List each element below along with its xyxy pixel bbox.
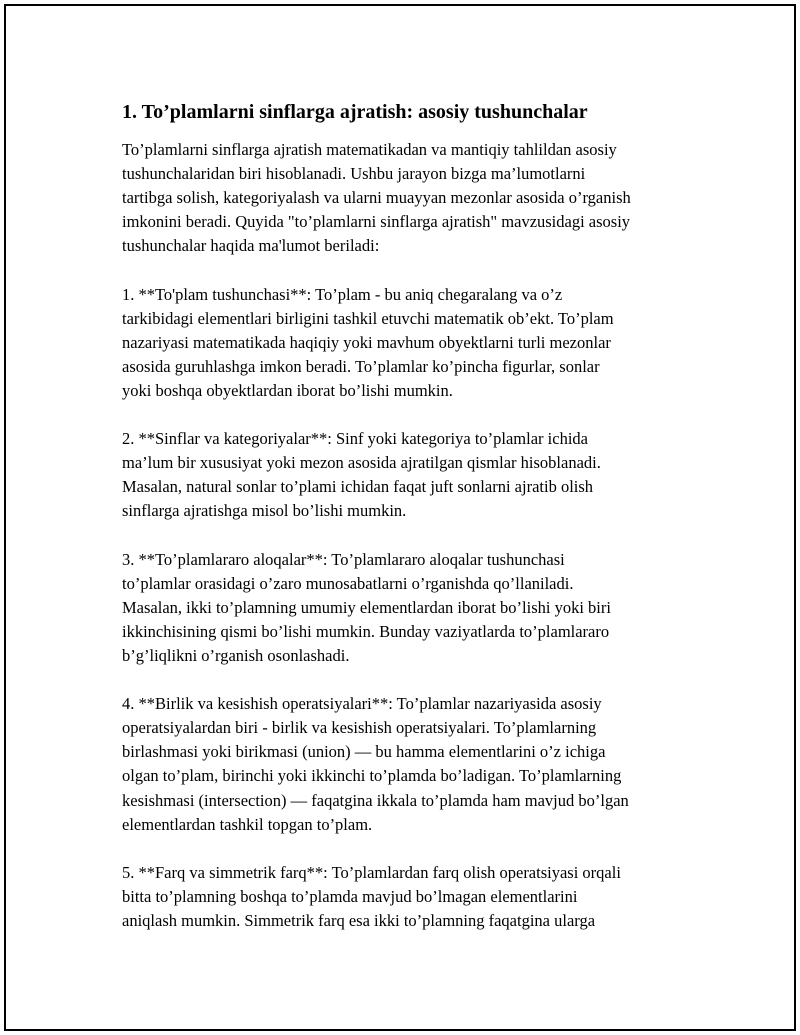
text-line: b’g’liqlikni o’rganish osonlashadi. — [122, 645, 350, 665]
text-line: tartibga solish, kategoriyalash va ularni muayyan mezonlar asosida o’rganish — [122, 188, 631, 208]
text-line: To’plamlarni sinflarga ajratish matematikadan va mantiqiy tahlildan asosiy — [122, 140, 617, 159]
text-line: tarkibidagi elementlari birligini tashkil etuvchi matematik ob’ekt. To’plam — [122, 308, 614, 328]
text-line: olgan to’plam, birinchi yoki ikkinchi to’plamda bo’ladigan. To’plamlarning — [122, 766, 622, 786]
text-line: 3. **To’plamlararo aloqalar**: To’plamlararo aloqalar tushunchasi — [122, 549, 565, 569]
text-line: yoki boshqa obyektlardan iborat bo’lishi mumkin. — [122, 380, 453, 400]
text-line: aniqlash mumkin. Simmetrik farq esa ikki to’plamning faqatgina ularga — [122, 911, 596, 930]
text-line: to’plamlar orasidagi o’zaro munosabatlarni o’rganishda qo’llaniladi. — [122, 573, 574, 593]
text-line: bitta to’plamning boshqa to’plamda mavjud bo’lmagan elementlarini — [122, 886, 578, 906]
text-line: 2. **Sinflar va kategoriyalar**: Sinf yoki kategoriya to’plamlar ichida — [122, 429, 588, 449]
paragraph-item-2 — [122, 427, 690, 523]
paragraph-item-1 — [122, 283, 690, 403]
text-line: ikkinchisining qismi bo’lishi mumkin. Bunday vaziyatlarda to’plamlararo — [122, 621, 610, 641]
paragraph-item-4 — [122, 692, 690, 837]
paragraph-item-5 — [122, 861, 690, 933]
text-line: ma’lum bir xususiyat yoki mezon asosida ajratilgan qismlar hisoblanadi. — [122, 453, 601, 473]
text-line: operatsiyalardan biri - birlik va kesishish operatsiyalari. To’plamlarning — [122, 718, 597, 738]
paragraph-item-3 — [122, 548, 690, 668]
text-line: elementlardan tashkil topgan to’plam. — [122, 814, 373, 834]
text-line: imkonini beradi. Quyida "to’plamlarni sinflarga ajratish" mavzusidagi asosiy — [122, 212, 631, 232]
text-line: sinflarga ajratishga misol bo’lishi mumkin. — [122, 501, 407, 521]
paragraph-intro — [122, 138, 690, 258]
text-line: 5. **Farq va simmetrik farq**: To’plamlardan farq olish operatsiyasi orqali — [122, 862, 621, 882]
text-line: 1. **To'plam tushunchasi**: To’plam - bu aniq chegaralang va o’z — [122, 284, 563, 304]
text-line: asosida guruhlashga imkon beradi. To’plamlar ko’pincha figurlar, sonlar — [122, 356, 600, 376]
text-line: 4. **Birlik va kesishish operatsiyalari**: To’plamlar nazariyasida asosiy — [122, 694, 602, 714]
text-line: kesishmasi (intersection) — faqatgina ikkala to’plamda ham mavjud bo’lgan — [122, 790, 629, 810]
text-line: birlashmasi yoki birikmasi (union) — bu hamma elementlarini o’z ichiga — [122, 742, 606, 762]
text-line: tushunchalar haqida ma'lumot beriladi: — [122, 236, 380, 256]
text-line: tushunchalaridan biri hisoblanadi. Ushbu jarayon bizga ma’lumotlarni — [122, 164, 586, 184]
document-page — [4, 4, 796, 1031]
document-title: 1. To’plamlarni sinflarga ajratish: asosiy tushunchalar — [122, 101, 588, 123]
document-content — [120, 98, 690, 957]
text-line: nazariyasi matematikada haqiqiy yoki mavhum obyektlarni turli mezonlar — [122, 332, 611, 352]
text-line: Masalan, ikki to’plamning umumiy elementlardan iborat bo’lishi yoki biri — [122, 597, 611, 617]
text-line: Masalan, natural sonlar to’plami ichidan faqat juft sonlarni ajratib olish — [122, 477, 594, 497]
